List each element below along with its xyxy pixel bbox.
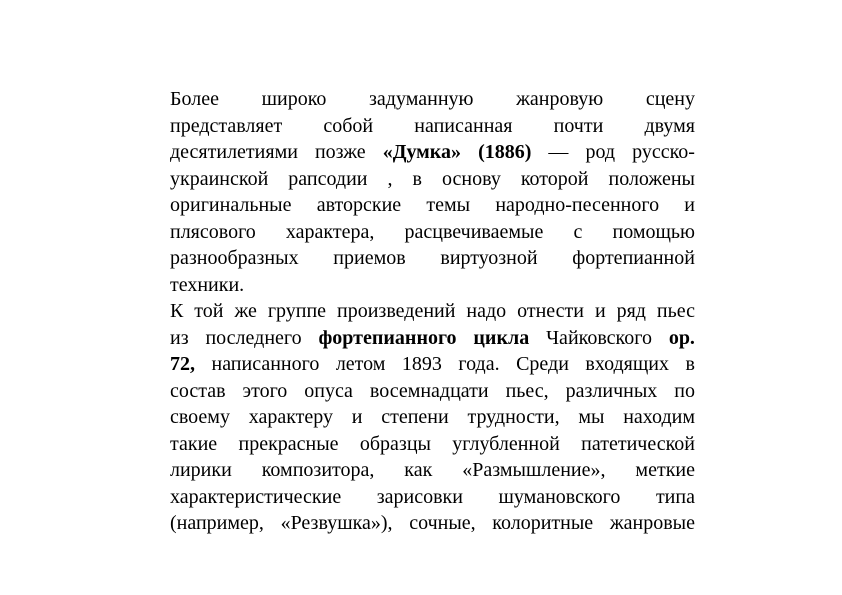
word: зарисовки (376, 485, 463, 508)
word: К (170, 300, 184, 322)
text-line (170, 245, 695, 272)
word: углубленной (452, 432, 560, 455)
word: характеристические (170, 485, 342, 508)
word: такие (170, 432, 218, 455)
word: различных (565, 379, 658, 402)
word: степени (381, 406, 449, 428)
word: почти (553, 114, 604, 137)
word: написанного (211, 353, 320, 375)
bold-word: цикла (473, 326, 530, 349)
word: прекрасные (238, 432, 339, 455)
text-line (170, 404, 695, 431)
word: по (674, 379, 695, 402)
word: украинской (170, 167, 269, 190)
word: опуса (304, 379, 353, 402)
word: (например, (170, 512, 264, 534)
word: и (594, 300, 606, 322)
word: «Размышление», (462, 459, 606, 481)
text-line (170, 86, 695, 113)
word: пьес, (505, 379, 549, 402)
word: входящих (585, 353, 669, 375)
word: десятилетиями (170, 141, 298, 163)
word: с (573, 220, 583, 243)
word: основу (442, 167, 501, 190)
word: надо (466, 300, 507, 322)
word: приемов (333, 247, 406, 269)
word: 1893 (401, 353, 442, 375)
word: мы (578, 406, 605, 428)
word: Более (170, 88, 219, 110)
word: плясового (170, 220, 256, 243)
word: и (684, 194, 695, 216)
bold-word: (1886) (478, 141, 532, 163)
word: расцвечиваемые (404, 220, 544, 243)
word: жанровые (609, 512, 695, 534)
word: последнего (205, 326, 302, 349)
bold-word: «Думка» (382, 141, 462, 163)
word: жанровую (516, 88, 604, 110)
word: из (170, 326, 189, 349)
text-line (170, 484, 695, 511)
word: этого (242, 379, 288, 402)
word: своему (170, 406, 230, 428)
text-line (170, 192, 695, 219)
word: же (234, 300, 257, 322)
text-line (170, 113, 695, 140)
word: темы (426, 194, 471, 216)
text-line (170, 325, 695, 352)
text-line (170, 457, 695, 484)
word: написанная (414, 114, 513, 137)
word: двумя (644, 114, 695, 137)
word: которой (520, 167, 589, 190)
word: виртуозной (440, 247, 538, 269)
word: и (351, 406, 363, 428)
text-line (170, 139, 695, 166)
word: собой (323, 114, 374, 137)
word: типа (655, 485, 695, 508)
word: сочные, (409, 512, 476, 534)
word: в (412, 167, 422, 190)
word: отнести (517, 300, 584, 322)
word: рапсодии (288, 167, 368, 190)
word: состав (170, 379, 226, 402)
word: «Резвушка»), (280, 512, 393, 534)
bold-word: ор. (668, 326, 695, 349)
word: ряд (616, 300, 646, 322)
word: как (404, 459, 433, 481)
word: Среди (516, 353, 569, 375)
word: патетической (581, 432, 695, 455)
word: летом (335, 353, 386, 375)
word: помощью (612, 220, 695, 243)
word: той (194, 300, 224, 322)
word: восемнадцати (369, 379, 489, 402)
word: Чайковского (546, 326, 652, 349)
word: пьес (656, 300, 695, 322)
word: композитора, (261, 459, 375, 481)
text-line (170, 510, 695, 537)
word: оригинальные (170, 194, 292, 216)
word: в (685, 353, 695, 375)
word: группе (267, 300, 327, 322)
word: лирики (170, 459, 232, 481)
text-line (170, 351, 695, 378)
text-line (170, 219, 695, 246)
word: , (387, 167, 393, 190)
word: авторские (316, 194, 402, 216)
word: позже (314, 141, 366, 163)
word: широко (261, 88, 327, 110)
word: находим (623, 406, 695, 428)
word: — (548, 141, 569, 163)
word: года. (458, 353, 500, 375)
word: род (585, 141, 616, 163)
word: сцену (645, 88, 695, 110)
word: задуманную (369, 88, 474, 110)
word: произведений (337, 300, 456, 322)
text-line (170, 298, 695, 325)
text-line (170, 431, 695, 458)
word: фортепианной (572, 247, 695, 269)
text-line (170, 166, 695, 193)
word: положены (608, 167, 695, 190)
bold-word: 72, (170, 353, 195, 375)
word: трудности, (467, 406, 560, 428)
text-line (170, 272, 695, 299)
word: характеру (248, 406, 334, 428)
word: представляет (170, 114, 283, 137)
word: характера, (285, 220, 375, 243)
word: разнообразных (170, 247, 299, 269)
word: меткие (635, 459, 695, 481)
bold-word: фортепианного (318, 326, 457, 349)
word: колоритные (492, 512, 594, 534)
body-text (170, 86, 695, 537)
word: народно-песенного (495, 194, 660, 216)
word: образцы (359, 432, 431, 455)
word: русско- (632, 141, 695, 163)
word: техники. (170, 273, 245, 296)
text-line (170, 378, 695, 405)
word: шумановского (498, 485, 621, 508)
